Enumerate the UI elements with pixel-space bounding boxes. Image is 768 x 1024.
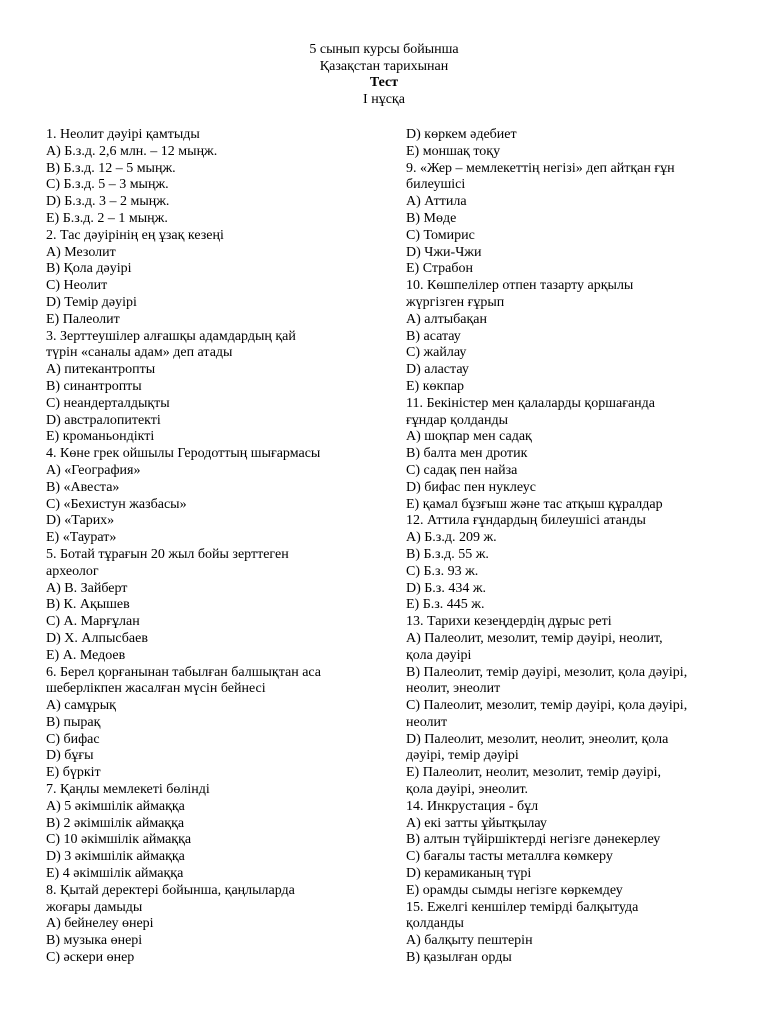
text-line: D) Палеолит, мезолит, неолит, энеолит, қола bbox=[406, 731, 669, 747]
text-line: В) Палеолит, темір дәуірі, мезолит, қола дәуірі, bbox=[406, 664, 688, 680]
text-line: А) бейнелеу өнері bbox=[46, 916, 154, 932]
text-line: С) 10 әкімшілік аймаққа bbox=[46, 832, 192, 848]
text-line: С) Палеолит, мезолит, темір дәуірі, қола дәуірі, bbox=[406, 698, 688, 714]
text-line: D) керамиканың түрі bbox=[406, 866, 532, 882]
text-line: 15. Ежелгі кеншілер темірді балқытуда bbox=[406, 899, 639, 915]
text-line: Е) Страбон bbox=[406, 261, 473, 277]
text-line: 14. Инкрустация - бұл bbox=[406, 798, 539, 814]
text-line: жүргізген ғұрып bbox=[406, 294, 505, 310]
text-line: 10. Көшпелілер отпен тазарту арқылы bbox=[406, 278, 634, 294]
text-line: С) А. Марғұлан bbox=[46, 614, 140, 630]
text-line: D) аластау bbox=[406, 362, 469, 378]
text-line: С) Томирис bbox=[406, 227, 475, 243]
text-line: В) Қола дәуірі bbox=[46, 261, 132, 277]
text-line: С) Б.з.д. 5 – 3 мыңж. bbox=[46, 177, 169, 193]
text-line: Е) қамал бұзғыш және тас атқыш құралдар bbox=[406, 496, 663, 512]
text-line: А) 5 әкімшілік аймаққа bbox=[46, 798, 185, 814]
text-line: 1. Неолит дәуірі қамтыды bbox=[46, 127, 200, 142]
text-line: 3. Зерттеушілер алғашқы адамдардың қай bbox=[46, 328, 296, 344]
text-line: D) австралопитекті bbox=[46, 412, 161, 428]
text-line: дәуірі, темір дәуірі bbox=[406, 748, 519, 764]
text-line: Е) орамды сымды негізге көркемдеу bbox=[406, 882, 623, 898]
text-line: қолданды bbox=[406, 916, 464, 932]
text-line: А) Аттила bbox=[406, 194, 467, 210]
text-line: В) балта мен дротик bbox=[406, 446, 528, 462]
text-line: В) алтын түйіршіктерді негізге дәнекерлеу bbox=[406, 832, 661, 848]
text-line: 9. «Жер – мемлекеттің негізі» деп айтқан ғұн bbox=[406, 160, 675, 176]
text-line: жоғары дамыды bbox=[46, 899, 143, 915]
text-line: D) Чжи-Чжи bbox=[406, 244, 482, 260]
text-line: неолит, энеолит bbox=[406, 681, 501, 697]
text-line: 6. Берел қорғанынан табылған балшықтан аса bbox=[46, 664, 322, 680]
text-line: 13. Тарихи кезеңдердің дұрыс реті bbox=[406, 614, 612, 630]
text-line: 8. Қытай деректері бойынша, қаңлыларда bbox=[46, 882, 295, 898]
text-line: Е) А. Медоев bbox=[46, 647, 126, 663]
text-line: Е) көкпар bbox=[406, 378, 465, 394]
text-line: Е) Палеолит, неолит, мезолит, темір дәуірі, bbox=[406, 765, 662, 781]
text-line: D) Б.з. 434 ж. bbox=[406, 580, 487, 596]
document-title: Тест bbox=[369, 75, 399, 90]
text-line: С) Неолит bbox=[46, 278, 108, 294]
text-line: Е) кроманьондікті bbox=[46, 429, 155, 445]
text-line: В) «Авеста» bbox=[46, 479, 120, 495]
document-header bbox=[0, 42, 768, 108]
text-line: 12. Аттила ғұндардың билеушісі атанды bbox=[406, 513, 646, 529]
text-line: D) «Тарих» bbox=[46, 513, 115, 529]
text-line: А) самұрық bbox=[46, 698, 116, 714]
text-line: В) Б.з.д. 55 ж. bbox=[406, 546, 489, 562]
text-line: D) бифас пен нуклеус bbox=[406, 479, 536, 495]
text-line: қола дәуірі bbox=[406, 647, 472, 663]
text-line: қола дәуірі, энеолит. bbox=[406, 782, 529, 798]
text-line: С) бифас bbox=[46, 731, 100, 747]
document-variant: І нұсқа bbox=[363, 91, 405, 107]
text-line: D) бұғы bbox=[46, 748, 94, 764]
text-line: D) Темір дәуірі bbox=[46, 294, 137, 310]
text-line: А) алтыбақан bbox=[406, 311, 487, 327]
text-line: С) бағалы тасты металлға көмкеру bbox=[406, 849, 613, 865]
text-line: D) көркем әдебиет bbox=[406, 127, 517, 142]
text-line: Е) Б.з. 445 ж. bbox=[406, 597, 485, 613]
text-line: С) «Бехистун жазбасы» bbox=[46, 496, 187, 512]
text-line: С) Б.з. 93 ж. bbox=[406, 563, 479, 579]
text-line: А) Мезолит bbox=[46, 244, 116, 260]
text-line: 4. Көне грек ойшылы Геродоттың шығармасы bbox=[46, 446, 321, 462]
text-line: А) Палеолит, мезолит, темір дәуірі, неолит, bbox=[406, 630, 663, 646]
text-line: В) Б.з.д. 12 – 5 мыңж. bbox=[46, 160, 176, 176]
text-line: А) шоқпар мен садақ bbox=[406, 429, 532, 445]
text-line: Е) 4 әкімшілік аймаққа bbox=[46, 866, 184, 882]
text-line: А) екі затты ұйытқылау bbox=[406, 815, 547, 831]
text-line: 11. Бекіністер мен қалаларды қоршағанда bbox=[406, 395, 656, 411]
text-line: археолог bbox=[46, 563, 99, 579]
right-column bbox=[406, 127, 728, 967]
text-line: шеберлікпен жасалған мүсін бейнесі bbox=[46, 681, 266, 697]
text-line: В) асатау bbox=[406, 328, 461, 344]
text-line: Е) «Таурат» bbox=[46, 530, 117, 546]
text-line: С) жайлау bbox=[406, 345, 467, 361]
text-line: D) Х. Алпысбаев bbox=[46, 630, 148, 646]
text-line: В) музыка өнері bbox=[46, 933, 143, 949]
text-line: Е) Б.з.д. 2 – 1 мыңж. bbox=[46, 210, 168, 226]
text-line: В) 2 әкімшілік аймаққа bbox=[46, 815, 185, 831]
text-line: В) қазылған орды bbox=[406, 950, 512, 966]
text-line: 5. Ботай тұрағын 20 жыл бойы зерттеген bbox=[46, 546, 289, 562]
text-line: В) синантропты bbox=[46, 378, 142, 394]
text-line: түрін «саналы адам» деп атады bbox=[46, 345, 233, 361]
text-line: 7. Қаңлы мемлекеті бөлінді bbox=[46, 782, 210, 798]
text-line: 2. Тас дәуірінің ең ұзақ кезеңі bbox=[46, 227, 224, 243]
header-course-line: 5 сынып курсы бойынша bbox=[309, 42, 459, 57]
left-column bbox=[46, 127, 376, 967]
text-line: А) питекантропты bbox=[46, 362, 156, 378]
text-line: А) В. Зайберт bbox=[46, 580, 128, 596]
text-line: ғұндар қолданды bbox=[406, 412, 509, 428]
text-line: В) пырақ bbox=[46, 714, 101, 730]
header-subject-line: Қазақстан тарихынан bbox=[319, 58, 449, 74]
text-line: В) К. Ақышев bbox=[46, 597, 130, 613]
text-line: D) Б.з.д. 3 – 2 мыңж. bbox=[46, 194, 170, 210]
text-line: А) Б.з.д. 2,6 млн. – 12 мыңж. bbox=[46, 143, 218, 159]
text-line: С) неандерталдықты bbox=[46, 395, 170, 411]
text-line: В) Мөде bbox=[406, 210, 457, 226]
text-line: Е) Палеолит bbox=[46, 311, 120, 327]
text-line: С) әскери өнер bbox=[46, 950, 135, 966]
text-line: А) балқыту пештерін bbox=[406, 933, 533, 949]
text-line: D) 3 әкімшілік аймаққа bbox=[46, 849, 185, 865]
text-line: А) Б.з.д. 209 ж. bbox=[406, 530, 497, 546]
text-line: Е) моншақ тоқу bbox=[406, 143, 501, 159]
text-line: Е) бүркіт bbox=[46, 765, 101, 781]
text-line: неолит bbox=[406, 714, 448, 730]
text-line: С) садақ пен найза bbox=[406, 462, 518, 478]
text-line: билеушісі bbox=[406, 177, 466, 193]
text-line: А) «География» bbox=[46, 462, 141, 478]
